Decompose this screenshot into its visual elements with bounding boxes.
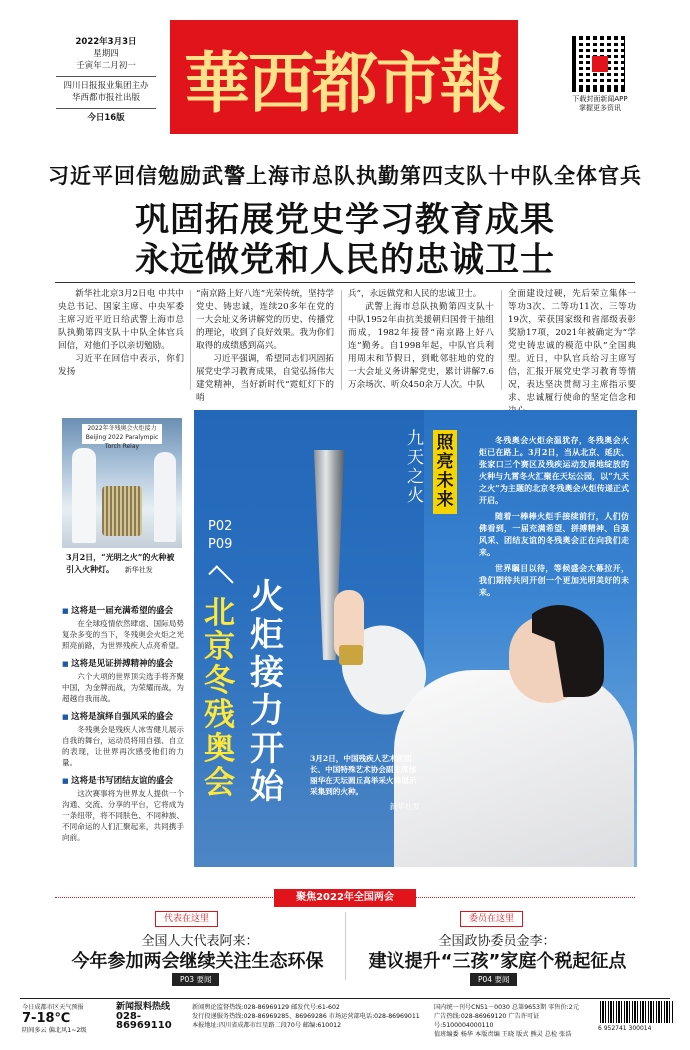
qr-code-icon[interactable] bbox=[572, 36, 628, 92]
lead-column-1 bbox=[58, 288, 184, 379]
column-divider bbox=[190, 290, 191, 390]
feature-title-yellow[interactable]: 北京冬残奥会 bbox=[204, 595, 235, 801]
right-page-ref[interactable]: P04 要闻 bbox=[470, 973, 517, 986]
qr-caption-2: 掌握更多资讯 bbox=[579, 104, 621, 112]
divider bbox=[55, 282, 635, 283]
bullet-item bbox=[62, 604, 184, 651]
publisher-line-1: 四川日报报业集团主办 bbox=[63, 81, 149, 91]
person-figure bbox=[154, 452, 176, 542]
page-refs bbox=[208, 518, 232, 554]
lead-paragraph: 兵”，永远做党和人民的忠诚卫士。 bbox=[348, 289, 482, 299]
right-subhead: 全国政协委员金李： bbox=[438, 934, 556, 949]
bullet-item bbox=[62, 774, 184, 843]
contact-block bbox=[192, 1003, 432, 1030]
feature-caption bbox=[310, 753, 420, 812]
issue-line: 值班编委 杨华 本版责编 王晓 版式 熊灵 总检 张浩 bbox=[434, 1031, 572, 1038]
caption-text: 3月2日，中国残疾人艺术团团长、中国特殊艺术协会副主席邰丽华在天坛圆丘高举采火棒展示采集到的火种。 bbox=[310, 754, 417, 796]
bullet-head[interactable]: ■ 这将是演绎自强风采的盛会 bbox=[62, 710, 184, 722]
cauldron-photo[interactable] bbox=[62, 418, 182, 548]
left-headline[interactable]: 今年参加两会继续关注生态环保 bbox=[71, 951, 324, 972]
weather-temp: 7-18℃ bbox=[22, 1011, 71, 1026]
left-subhead: 全国人大代表阿来： bbox=[141, 934, 259, 949]
hotline-block bbox=[116, 1003, 186, 1030]
contact-line: 发行投递服务热线:028-86969285、86969286 市场运营部电话:028-86969011 bbox=[192, 1013, 420, 1020]
lead-paragraph: 习近平强调，希望同志们巩固拓展党史学习教育成果，自觉弘扬伟大建党精神，当好新时代“霓虹灯下的哨 bbox=[196, 354, 334, 403]
feature-title-white[interactable]: 火炬接力开始 bbox=[250, 577, 284, 807]
section-tag-right: 委员在这里 bbox=[460, 911, 523, 927]
photo-caption bbox=[66, 551, 182, 576]
lead-column-2 bbox=[196, 288, 334, 405]
bullet-head[interactable]: ■ 这将是书写团结友谊的盛会 bbox=[62, 774, 184, 786]
feature-intro bbox=[479, 434, 629, 602]
lead-paragraph: 武警上海市总队执勤第四支队十中队1952年由抗美援朝归国骨干抽组而成，1982年接替“南京路上好八连”勤务。自1998年起，中队官兵利用周末和节假日，到毗邻驻地的党的一大会址义务讲解党史，累计讲解7.6万余场次、听众450余万人次。中队 bbox=[348, 302, 494, 390]
qr-caption-1: 下载封面新闻APP bbox=[572, 95, 628, 103]
lead-paragraph: 习近平在回信中表示，你们发扬 bbox=[58, 354, 184, 377]
bullet-head[interactable]: ■ 这将是见证拼搏精神的盛会 bbox=[62, 657, 184, 669]
page-ref[interactable]: P02 bbox=[208, 519, 233, 534]
bullet-text: 六个大项的世界顶尖选手将齐聚中国，为金牌而战，为荣耀而战，为超越自我而战。 bbox=[62, 672, 184, 703]
lead-column-3 bbox=[348, 288, 494, 392]
qr-block bbox=[565, 36, 635, 113]
barcode-icon bbox=[600, 1001, 674, 1023]
issue-line: 国内统一刊号CN51－0030 总第9653期 零售价:2元 bbox=[434, 1004, 579, 1011]
intro-paragraph: 世界瞩目以待，等候盛会大幕拉开，我们期待共同开创一个更加光明美好的未来。 bbox=[479, 563, 629, 597]
divider bbox=[56, 108, 156, 109]
weather-label: 今日成都市区天气预报 bbox=[22, 1004, 84, 1011]
column-divider bbox=[345, 912, 346, 980]
issue-date: 2022年3月3日 bbox=[75, 37, 137, 47]
date-block bbox=[56, 36, 156, 124]
section-tag-left: 代表在这里 bbox=[155, 911, 218, 927]
sidebar-bullets bbox=[62, 598, 184, 843]
vertical-slogan bbox=[407, 430, 457, 514]
slogan-white: 九天之火 bbox=[407, 429, 424, 506]
hotline-label: 新闻报料热线 bbox=[116, 1002, 171, 1012]
bullet-text: 这次赛事将为世界友人提供一个沟通、交流、分享的平台，它将成为一条纽带，将不同肤色、不同种族、不同命运的人们汇聚起来，共同携手向前。 bbox=[62, 789, 184, 842]
torch-cauldron bbox=[102, 486, 142, 536]
slogan-yellow: 照亮未来 bbox=[433, 430, 457, 514]
footer bbox=[20, 998, 670, 1038]
torch-handle bbox=[339, 645, 363, 665]
page-count: 今日16版 bbox=[87, 113, 125, 123]
issue-weekday: 星期四 bbox=[93, 49, 119, 59]
left-page-ref[interactable]: P03 要闻 bbox=[172, 973, 219, 986]
barcode-number: 6 952741 300014 bbox=[598, 1025, 652, 1032]
photo-credit: 新华社发 bbox=[389, 802, 420, 811]
page-ref[interactable]: P09 bbox=[208, 537, 233, 552]
photo-banner: 2022年冬残奥会火炬接力 Beijing 2022 Paralympic Torch Relay bbox=[82, 424, 162, 444]
lead-headline-2[interactable]: 永远做党和人民的忠诚卫士 bbox=[135, 240, 555, 280]
bullet-text: 冬残奥会是残疾人冰雪健儿展示自我的舞台，运动员将用自强、自立的表现，让世界再次感受他们的力量。 bbox=[62, 725, 184, 767]
contact-line: 新闻舆论监督热线:028-86969129 邮发代号:61-602 bbox=[192, 1004, 340, 1011]
column-divider bbox=[341, 290, 342, 390]
lead-kicker[interactable]: 习近平回信勉励武警上海市总队执勤第四支队十中队全体官兵 bbox=[48, 164, 642, 188]
app-logo-icon bbox=[592, 56, 608, 72]
bullet-head[interactable]: ■ 这将是一届充满希望的盛会 bbox=[62, 604, 184, 616]
publisher-line-2: 华西都市报社出版 bbox=[71, 93, 140, 103]
bullet-item bbox=[62, 710, 184, 768]
right-headline[interactable]: 建议提升“三孩”家庭个税起征点 bbox=[368, 951, 627, 972]
lead-paragraph: “南京路上好八连”光荣传统，坚持学党史、铸忠诚，连续20多年在党的一大会址义务讲解党的历史、传播党的理论，收到了良好效果。我为你们取得的成绩感到高兴。 bbox=[196, 289, 334, 351]
weather-desc: 阴间多云 偏北风1~2级 bbox=[22, 1027, 87, 1034]
lead-headline-1[interactable]: 巩固拓展党史学习教育成果 bbox=[135, 200, 555, 240]
torch-relay-photo[interactable] bbox=[194, 410, 637, 867]
issue-block bbox=[434, 1003, 596, 1039]
weather-block bbox=[22, 1003, 98, 1035]
lead-paragraph: 全面建设过硬，先后荣立集体一等功3次、二等功11次、三等功19次，荣获国家级和省部级表彰奖励17项，2021年被确定为“学党史铸忠诚的模范中队”全国典型。近日，中队官兵给习主席写信，汇报开展党史学习教育等情况，表达坚决贯彻习主席指示要求、忠诚履行使命的坚定信念和 bbox=[508, 289, 636, 403]
caption-text: 3月2日，“光明之火”的火种被引入火种灯。 bbox=[66, 552, 175, 574]
torchbearer-figure bbox=[394, 670, 634, 867]
bullet-item bbox=[62, 657, 184, 704]
issue-line: 广告热线:028-86969120 广告许可证号:5100004000110 bbox=[434, 1013, 540, 1029]
hotline-number[interactable]: 028-86969110 bbox=[116, 1011, 172, 1031]
bullet-text: 在全球疫情依然肆虐、国际局势复杂多变的当下，冬残奥会火炬之光照亮前路，为世界残疾人点亮希望。 bbox=[62, 619, 184, 650]
contact-line: 本报地址:四川省成都市红星路二段70号 邮编:610012 bbox=[192, 1022, 342, 1029]
section-banner[interactable]: 聚焦2022年全国两会 bbox=[274, 889, 416, 907]
intro-paragraph: 随着一棒棒火炬手接续前行，人们仿佛看到，一届充满希望、拼搏精神、自强风采、团结友谊的冬残奥会正在向我们走来。 bbox=[479, 511, 629, 557]
column-divider bbox=[501, 290, 502, 390]
person-figure bbox=[72, 448, 96, 543]
photo-credit: 新华社发 bbox=[124, 566, 153, 574]
lunar-date: 壬寅年二月初一 bbox=[76, 61, 136, 71]
divider bbox=[56, 76, 156, 77]
lead-paragraph: 新华社北京3月2日电 中共中央总书记、国家主席、中央军委主席习近平近日给武警上海市总队执勤第四支队十中队全体官兵回信，对他们予以亲切勉励。 bbox=[58, 289, 184, 351]
newspaper-name: 華西都市報 bbox=[184, 43, 504, 122]
lead-column-4 bbox=[508, 288, 636, 418]
newspaper-logo bbox=[170, 20, 518, 134]
intro-paragraph: 冬残奥会火炬余温犹存，冬残奥会火炬已在路上。3月2日，当从北京、延庆、张家口三个赛区及残疾运动发展地绽放的火种与九霄冬火汇聚在天坛公园，以“九天之火”为主题的北京冬残奥会火炬传递正式开启。 bbox=[479, 435, 629, 505]
